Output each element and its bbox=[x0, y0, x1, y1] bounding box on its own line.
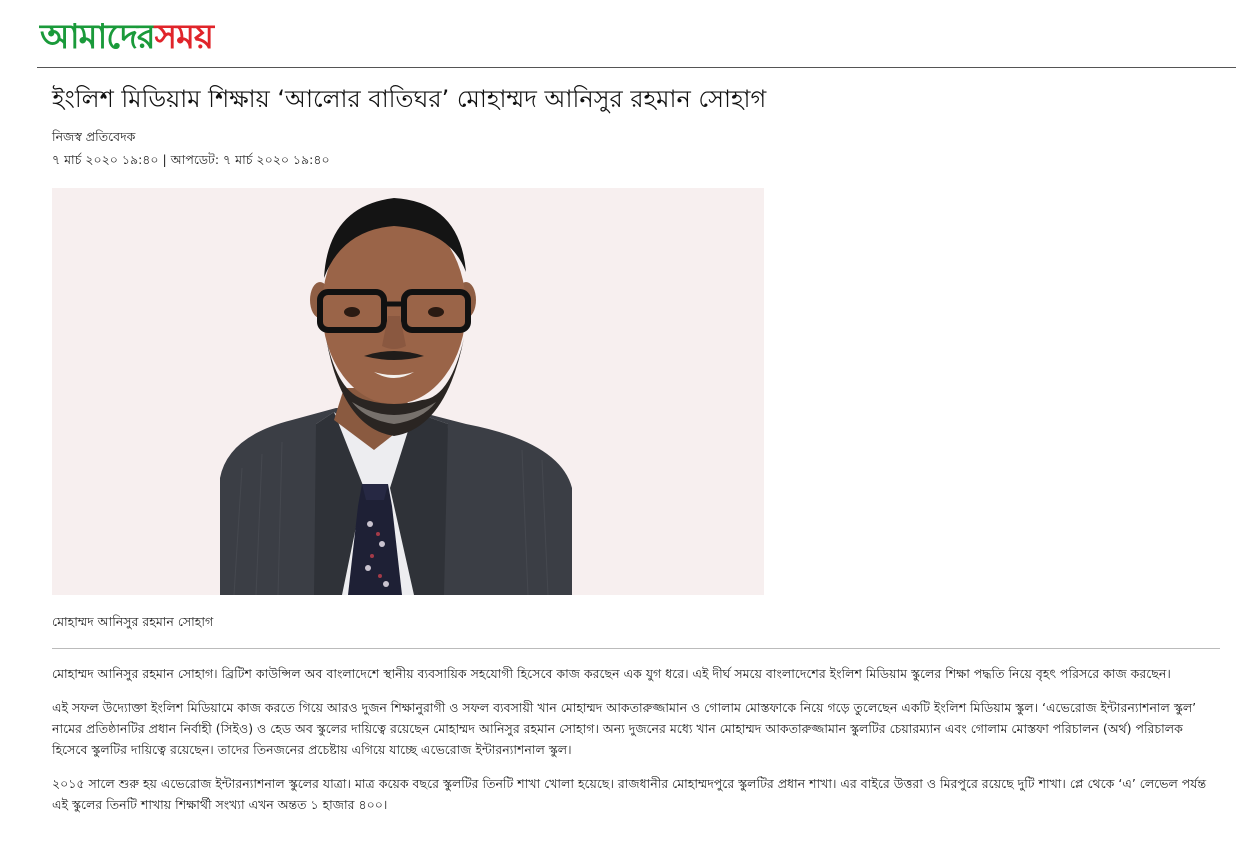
site-logo bbox=[40, 17, 213, 57]
article-body bbox=[52, 663, 1222, 828]
article-paragraph: এই সফল উদ্যোক্তা ইংলিশ মিডিয়ামে কাজ করতে গিয়ে আরও দুজন শিক্ষানুরাগী ও সফল ব্যবসায়ী খান মোহাম্মদ আকতারুজ্জামান ও গোলাম মোস্তফাকে নিয়ে গড়ে তুলেছেন একটি ইংলিশ মিডিয়াম স্কুল। ‘এভেরোজ ইন্টারন্যাশনাল স্কুল’ নামের প্রতিষ্ঠানটির প্রধান নির্বাহী (সিইও) ও হেড অব স্কুলের দায়িত্বে রয়েছেন মোহাম্মদ আনিসুর রহমান সোহাগ। অন্য দুজনের মধ্যে খান মোহাম্মদ আকতারুজ্জামান স্কুলটির চেয়ারম্যান এবং গোলাম মোস্তফা পরিচালন (অর্থ) পরিচালক হিসেবে স্কুলটির দায়িত্বে রয়েছেন। তাদের তিনজনের প্রচেষ্টায় এগিয়ে যাচ্ছে এভেরোজ ইন্টারন্যাশনাল স্কুল। bbox=[52, 700, 1197, 757]
logo-part-green: আমাদের bbox=[40, 17, 155, 57]
photo-caption: মোহাম্মদ আনিসুর রহমান সোহাগ bbox=[52, 614, 214, 629]
article-dateline bbox=[52, 152, 330, 172]
published-time: ৭ মার্চ ২০২০ ১৯:৪০ bbox=[52, 152, 159, 167]
article-photo bbox=[52, 188, 764, 595]
site-logo-link[interactable] bbox=[40, 14, 213, 60]
portrait-image bbox=[52, 188, 764, 595]
article-paragraph: ২০১৫ সালে শুরু হয় এভেরোজ ইন্টারন্যাশনাল স্কুলের যাত্রা। মাত্র কয়েক বছরে স্কুলটির তিনটি শাখা খোলা হয়েছে। রাজধানীর মোহাম্মদপুরে স্কুলটির প্রধান শাখা। এর বাইরে উত্তরা ও মিরপুরে রয়েছে দুটি শাখা। প্লে থেকে ‘এ’ লেভেল পর্যন্ত এই স্কুলের তিনটি শাখায় শিক্ষার্থী সংখ্যা এখন অন্তত ১ হাজার ৪০০। bbox=[52, 776, 1207, 812]
article-paragraph: মোহাম্মদ আনিসুর রহমান সোহাগ। ব্রিটিশ কাউন্সিল অব বাংলাদেশে স্থানীয় ব্যবসায়িক সহযোগী হিসেবে কাজ করছেন এক যুগ ধরে। এই দীর্ঘ সময়ে বাংলাদেশের ইংলিশ মিডিয়াম স্কুলের শিক্ষা পদ্ধতি নিয়ে বৃহৎ পরিসরে কাজ করছেন। bbox=[52, 666, 1171, 681]
dateline-separator: | bbox=[162, 152, 167, 167]
article-byline: নিজস্ব প্রতিবেদক bbox=[52, 129, 136, 144]
caption-divider bbox=[52, 648, 1220, 649]
article-headline: ইংলিশ মিডিয়াম শিক্ষায় ‘আলোর বাতিঘর’ মোহাম্মদ আনিসুর রহমান সোহাগ bbox=[52, 85, 767, 113]
updated-time: আপডেট: ৭ মার্চ ২০২০ ১৯:৪০ bbox=[170, 152, 330, 167]
header-divider bbox=[37, 67, 1236, 68]
logo-part-red: সময় bbox=[154, 17, 213, 57]
